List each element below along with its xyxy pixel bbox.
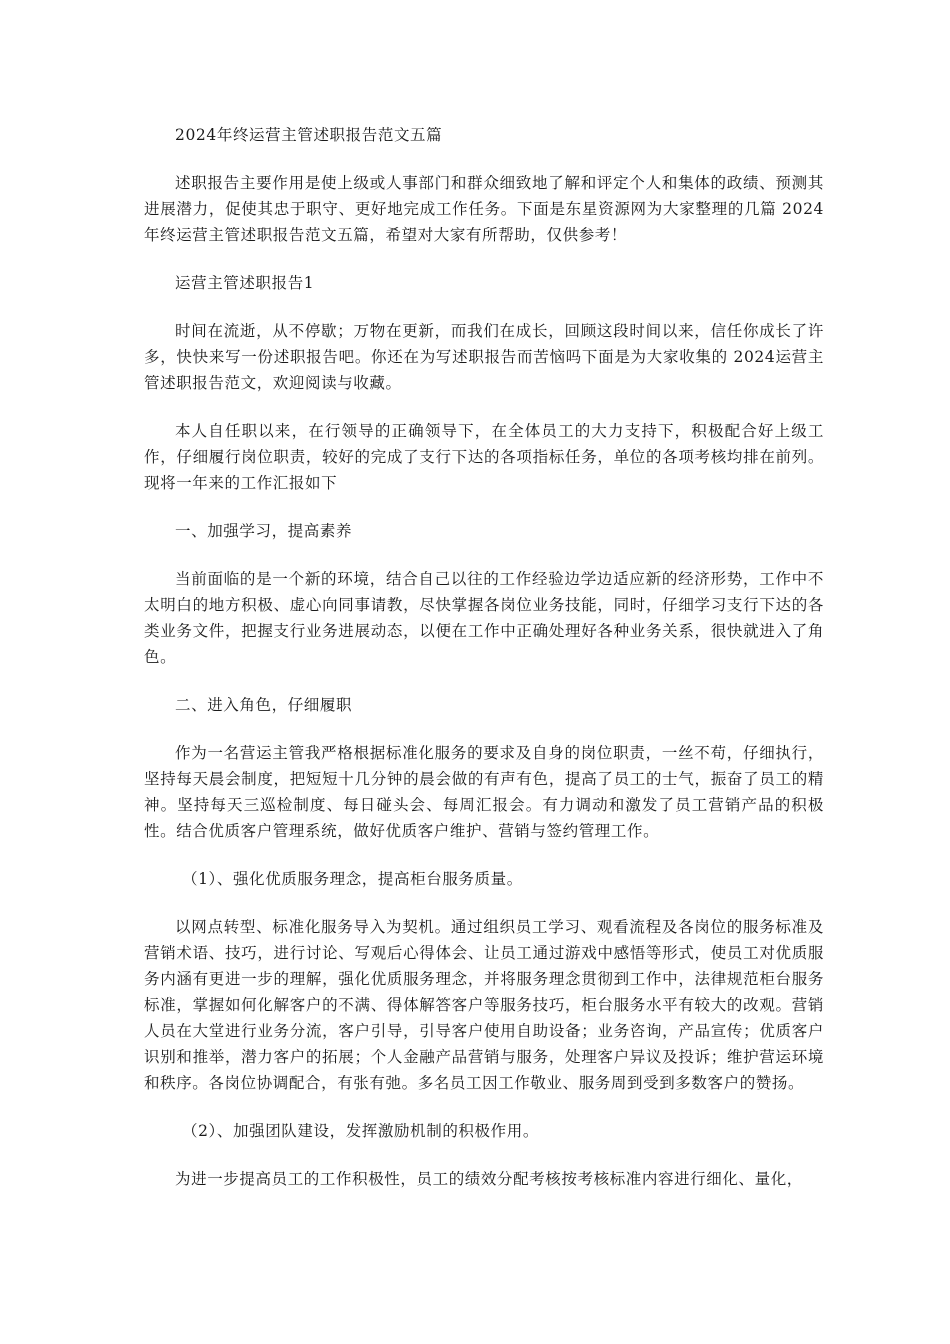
subheading: 二、进入角色，仔细履职 xyxy=(175,696,353,714)
paragraph: 作为一名营运主管我严格根据标准化服务的要求及自身的岗位职责，一丝不苟，仔细执行，坚持每天晨会制度，把短短十几分钟的晨会做的有声有色，提高了员工的士气，振奋了员工的精神。坚持每天三巡检制度、每日碰头会、每周汇报会。有力调动和激发了员工营销产品的积极性。结合优质客户管理系统，做好优质客户维护、营销与签约管理工作。 xyxy=(144,744,824,840)
paragraph: 为进一步提高员工的工作积极性，员工的绩效分配考核按考核标准内容进行细化、量化， xyxy=(175,1170,803,1188)
subheading: 一、加强学习，提高素养 xyxy=(175,522,353,540)
paragraph: 当前面临的是一个新的环境，结合自己以往的工作经验边学边适应新的经济形势，工作中不太明白的地方积极、虚心向同事请教，尽快掌握各岗位业务技能，同时，仔细学习支行下达的各类业务文件，把握支行业务进展动态，以便在工作中正确处理好各种业务关系，很快就进入了角色。 xyxy=(144,570,824,666)
document-page xyxy=(144,122,824,1214)
document-title: 2024年终运营主管述职报告范文五篇 xyxy=(175,126,443,144)
paragraph: 以网点转型、标准化服务导入为契机。通过组织员工学习、观看流程及各岗位的服务标准及营销术语、技巧，进行讨论、写观后心得体会、让员工通过游戏中感悟等形式，使员工对优质服务内涵有更进一步的理解，强化优质服务理念，并将服务理念贯彻到工作中，法律规范柜台服务标准，掌握如何化解客户的不满、得体解答客户等服务技巧，柜台服务水平有较大的改观。营销人员在大堂进行业务分流，客户引导，引导客户使用自助设备；业务咨询，产品宣传；优质客户识别和推举，潜力客户的拓展；个人金融产品营销与服务，处理客户异议及投诉；维护营运环境和秩序。各岗位协调配合，有张有弛。多名员工因工作敬业、服务周到受到多数客户的赞扬。 xyxy=(144,918,824,1092)
subheading: （1）、强化优质服务理念，提高柜台服务质量。 xyxy=(182,870,523,888)
intro-paragraph: 述职报告主要作用是使上级或人事部门和群众细致地了解和评定个人和集体的政绩、预测其进展潜力，促使其忠于职守、更好地完成工作任务。下面是东星资源网为大家整理的几篇 2024年终运营主管述职报告范文五篇，希望对大家有所帮助，仅供参考！ xyxy=(144,174,824,244)
paragraph: 时间在流逝，从不停歇；万物在更新，而我们在成长，回顾这段时间以来，信任你成长了许多，快快来写一份述职报告吧。你还在为写述职报告而苦恼吗下面是为大家收集的 2024运营主管述职报告范文，欢迎阅读与收藏。 xyxy=(144,322,824,392)
paragraph: 本人自任职以来，在行领导的正确领导下，在全体员工的大力支持下，积极配合好上级工作，仔细履行岗位职责，较好的完成了支行下达的各项指标任务，单位的各项考核均排在前列。现将一年来的工作汇报如下 xyxy=(144,422,824,492)
section-title: 运营主管述职报告1 xyxy=(175,274,315,292)
subheading: （2）、加强团队建设，发挥激励机制的积极作用。 xyxy=(182,1122,539,1140)
